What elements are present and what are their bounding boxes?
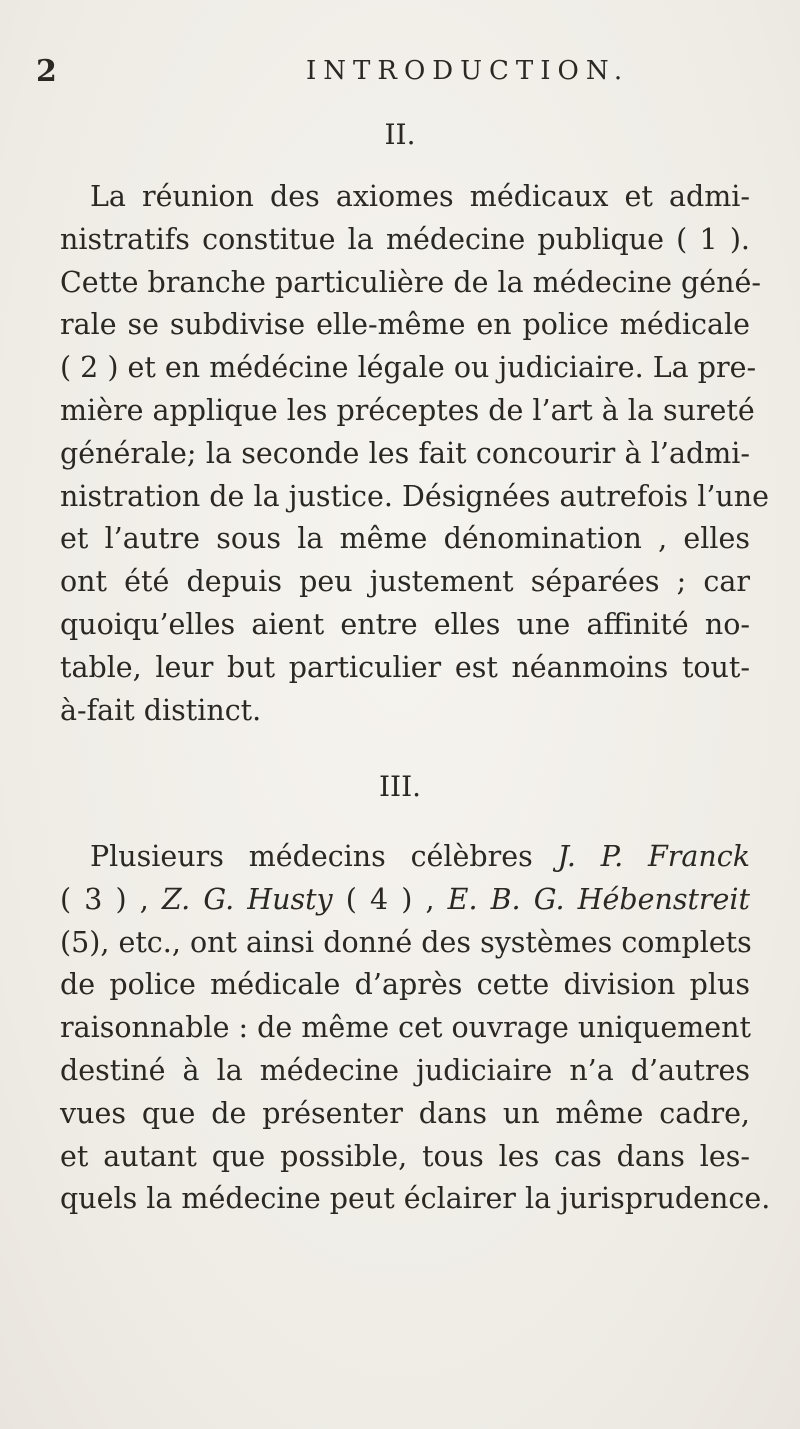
section-heading-ii: II. — [384, 118, 416, 151]
text-run: ( 4 ) , — [332, 882, 448, 916]
author-name: Z. G. Husty — [161, 882, 333, 916]
text-line: nistration de la justice. Désignées autrefois l’une — [60, 479, 769, 513]
text-line: de police médicale d’après cette division plus — [60, 968, 750, 1002]
text-run: Plusieurs médecins célèbres — [90, 840, 558, 873]
text-line: ont été depuis peu justement séparées ; car — [60, 565, 750, 599]
text-line: mière applique les préceptes de l’art à la sureté — [60, 393, 755, 427]
text-line: nistratifs constitue la médecine publique ( 1 ). — [60, 222, 750, 256]
text-line: (5), etc., ont ainsi donné des systèmes complets — [60, 925, 752, 959]
text-line: quels la médecine peut éclairer la jurisprudence. — [60, 1182, 771, 1216]
text-line: et l’autre sous la même dénomination , elles — [60, 522, 750, 556]
text-line: destiné à la médecine judiciaire n’a d’autres — [60, 1053, 750, 1087]
author-name: E. B. G. Hébenstreit — [447, 882, 750, 916]
running-title: INTRODUCTION. — [306, 56, 630, 86]
text-line: table, leur but particulier est néanmoins tout- — [60, 650, 750, 684]
page-header — [36, 54, 764, 94]
text-line: rale se subdivise elle-même en police médicale — [60, 308, 750, 342]
paragraph-section-ii — [60, 176, 769, 732]
text-line — [60, 879, 750, 922]
text-line: quoiqu’elles aient entre elles une affinité no- — [60, 607, 750, 641]
page-number: 2 — [36, 54, 57, 89]
text-line: vues que de présenter dans un même cadre, — [60, 1096, 750, 1130]
text-run: ( 3 ) , — [60, 882, 162, 916]
text-line: raisonnable : de même cet ouvrage uniquement — [60, 1011, 751, 1045]
text-line: à-fait distinct. — [60, 693, 262, 727]
section-heading-iii: III. — [378, 770, 422, 803]
author-name: J. P. Franck — [557, 840, 750, 873]
text-line — [60, 836, 750, 879]
paragraph-section-iii — [60, 836, 771, 1221]
text-line: Cette branche particulière de la médecine géné- — [60, 265, 762, 299]
text-line: et autant que possible, tous les cas dans les- — [60, 1139, 750, 1173]
text-line: générale; la seconde les fait concourir à l’admi- — [60, 436, 750, 470]
text-line: La réunion des axiomes médicaux et admi- — [90, 180, 750, 213]
text-line: ( 2 ) et en médécine légale ou judiciaire. La pre- — [60, 351, 757, 385]
